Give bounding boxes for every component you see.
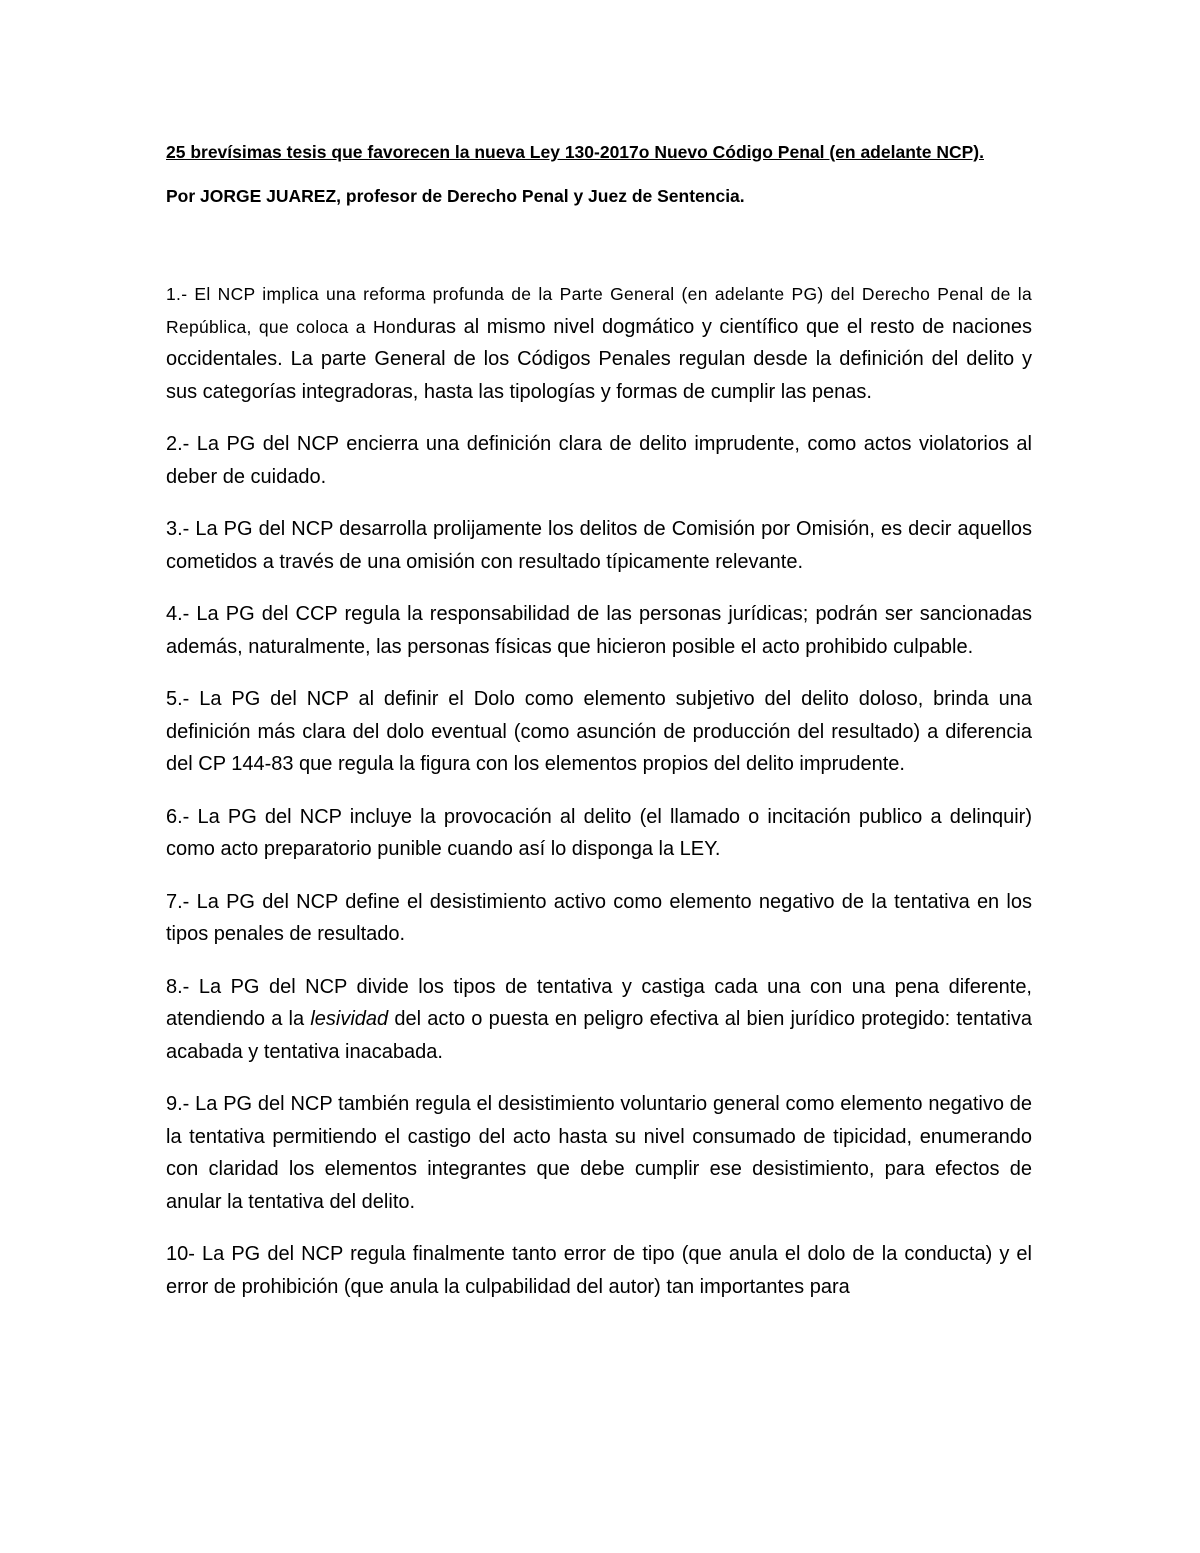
paragraph-2: 2.- La PG del NCP encierra una definición clara de delito imprudente, como actos violatorios al deber de cuidado. bbox=[166, 433, 1032, 488]
paragraph-3: 3.- La PG del NCP desarrolla prolijamente los delitos de Comisión por Omisión, es decir aquellos cometidos a través de una omisión con resultado típicamente relevante. bbox=[166, 518, 1032, 573]
paragraph-7: 7.- La PG del NCP define el desistimiento activo como elemento negativo de la tentativa en los tipos penales de resultado. bbox=[166, 890, 1032, 945]
document-page bbox=[166, 138, 1032, 1303]
paragraph-1 bbox=[166, 278, 1032, 408]
paragraph-8 bbox=[166, 971, 1032, 1069]
paragraph-4: 4.- La PG del CCP regula la responsabilidad de las personas jurídicas; podrán ser sancionadas además, naturalmente, las personas físicas que hicieron posible el acto prohibido culpable. bbox=[166, 603, 1032, 658]
paragraph-1-rest: duras al mismo nivel dogmático y científico que el resto de naciones occidentales. La parte General de los Códigos Penales regulan desde la definición del delito y sus categorías integradoras, hasta las tipologías y formas de cumplir las penas. bbox=[166, 315, 1032, 403]
paragraph-8-emphasis: lesividad bbox=[310, 1008, 389, 1030]
paragraph-9: 9.- La PG del NCP también regula el desistimiento voluntario general como elemento negativo de la tentativa permitiendo el castigo del acto hasta su nivel consumado de tipicidad, enumerando con claridad los elementos integrantes que debe cumplir ese desistimiento, para efectos de anular la tentativa del delito. bbox=[166, 1093, 1032, 1213]
paragraph-8-part-b: del acto o puesta en peligro efectiva al bien jurídico protegido: tentativa acabada y tentativa inacabada. bbox=[166, 1008, 1033, 1063]
author-line: Por JORGE JUAREZ, profesor de Derecho Penal y Juez de Sentencia. bbox=[166, 186, 745, 206]
paragraph-10: 10- La PG del NCP regula finalmente tanto error de tipo (que anula el dolo de la conducta) y el error de prohibición (que anula la culpabilidad del autor) tan importantes para bbox=[166, 1243, 1032, 1298]
paragraph-6: 6.- La PG del NCP incluye la provocación al delito (el llamado o incitación publico a delinquir) como acto preparatorio punible cuando así lo disponga la LEY. bbox=[166, 805, 1032, 860]
paragraph-5: 5.- La PG del NCP al definir el Dolo como elemento subjetivo del delito doloso, brinda una definición más clara del dolo eventual (como asunción de producción del resultado) a diferencia del CP 144-83 que regula la figura con los elementos propios del delito imprudente. bbox=[166, 688, 1032, 775]
document-title: 25 brevísimas tesis que favorecen la nueva Ley 130-2017o Nuevo Código Penal (en adelante NCP). bbox=[166, 142, 984, 162]
paragraph-1-lead: 1.- El NCP implica una reforma profunda de la Parte General (en adelante PG) del Derecho Penal de la República, que coloca a Hon bbox=[166, 284, 1032, 337]
paragraph-8-part-a: 8.- La PG del NCP divide los tipos de tentativa y castiga cada una con una pena diferente, atendiendo a la bbox=[166, 975, 1032, 1030]
